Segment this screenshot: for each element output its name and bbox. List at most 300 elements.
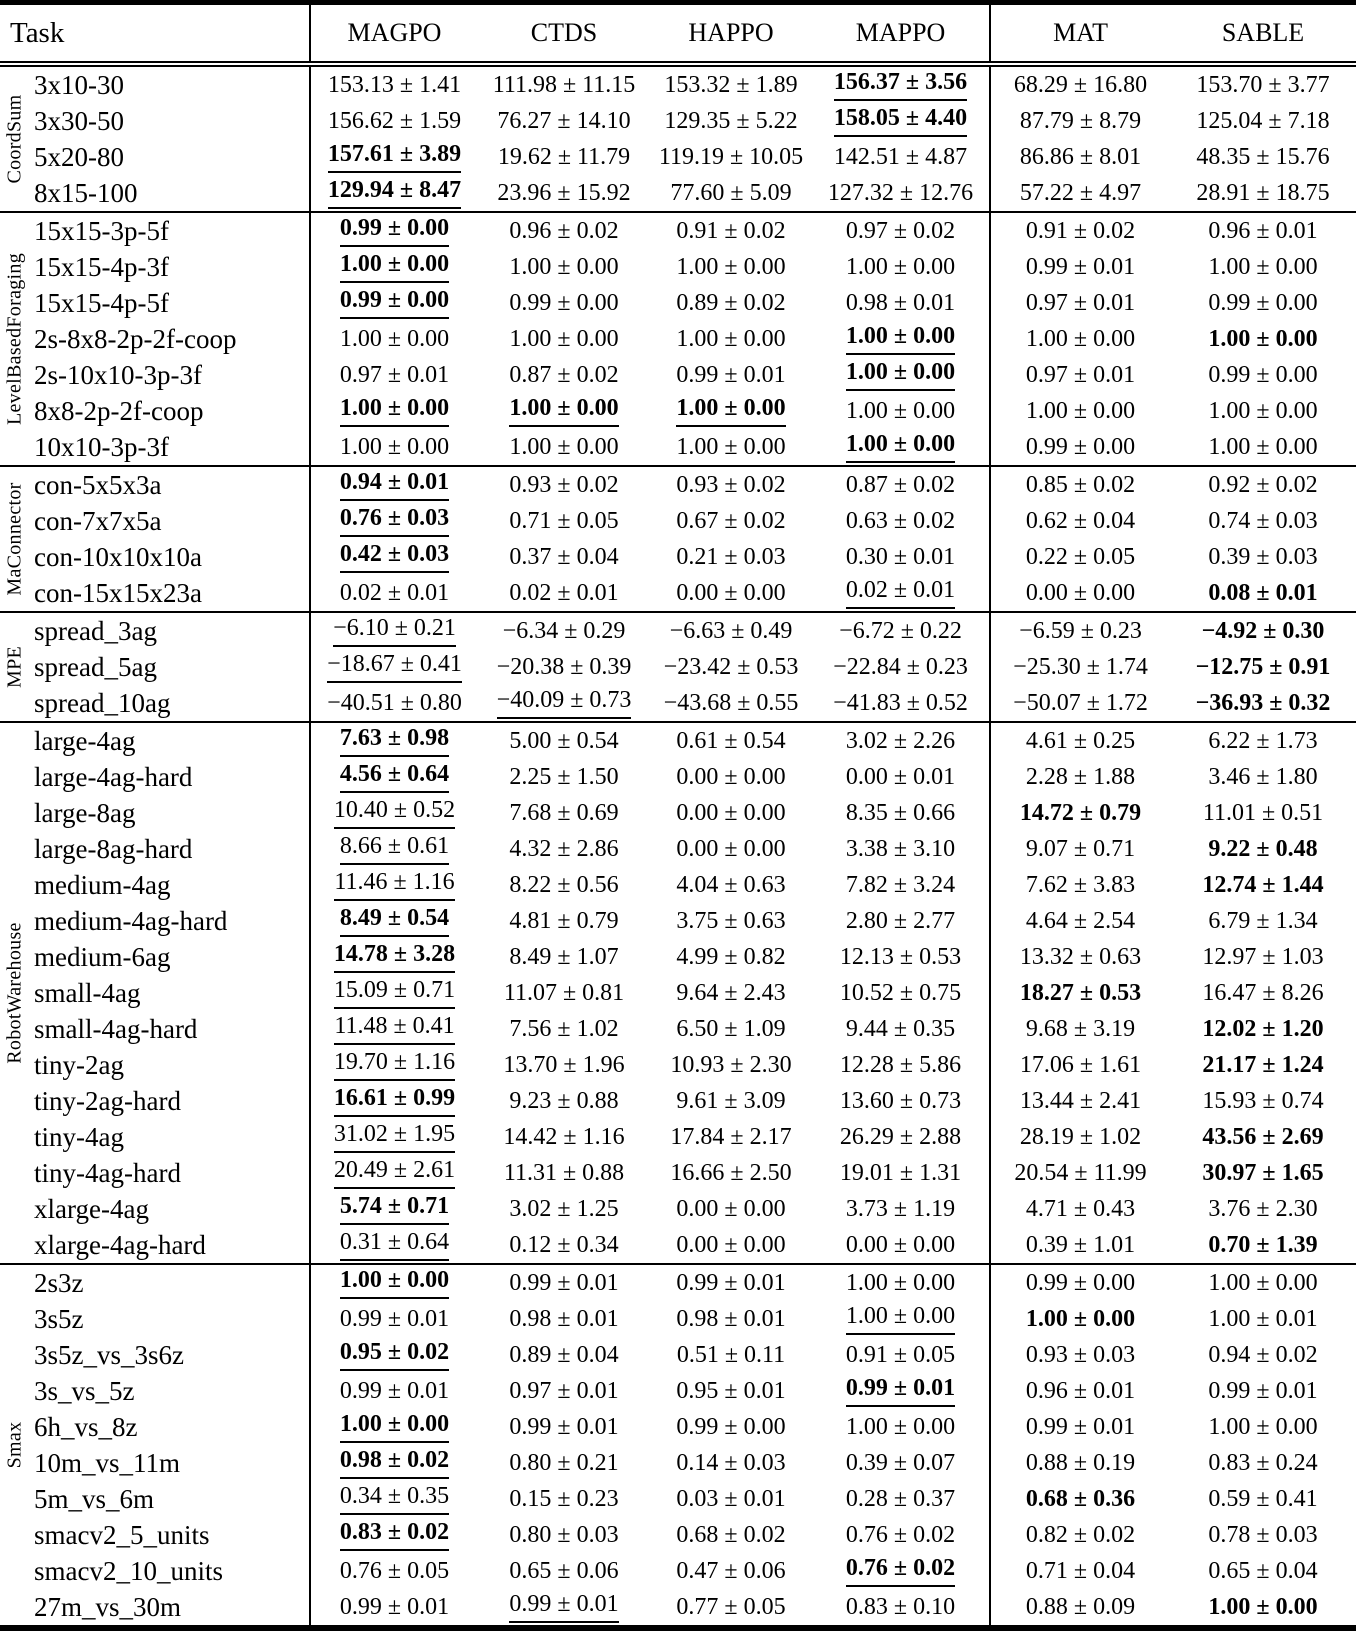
value-cell-happo — [650, 321, 812, 357]
task-name: 3s5z — [34, 1303, 84, 1334]
value-cell-ctds — [478, 1264, 650, 1301]
value-cell-mat — [990, 1083, 1170, 1119]
value-cell-happo — [650, 685, 812, 722]
metric-value: 0.99 ± 0.00 — [1025, 1269, 1136, 1296]
metric-value: 12.28 ± 5.86 — [839, 1051, 962, 1078]
table-row — [0, 759, 1356, 795]
metric-value: 0.83 ± 0.02 — [340, 1520, 449, 1550]
metric-value: 7.82 ± 3.24 — [845, 871, 956, 898]
metric-value: 8.49 ± 0.54 — [340, 906, 449, 936]
metric-value: 0.94 ± 0.01 — [340, 470, 449, 500]
metric-value: 0.76 ± 0.03 — [340, 506, 449, 536]
value-cell-mappo — [812, 1553, 990, 1589]
value-cell-happo — [650, 1517, 812, 1553]
metric-value: 0.71 ± 0.05 — [509, 507, 619, 534]
value-cell-sable — [1170, 503, 1356, 539]
metric-value: 1.00 ± 0.00 — [1208, 433, 1318, 460]
metric-value: 0.88 ± 0.19 — [1025, 1449, 1136, 1476]
value-cell-sable — [1170, 1337, 1356, 1373]
task-name: xlarge-4ag-hard — [34, 1229, 206, 1260]
metric-value: 0.68 ± 0.02 — [676, 1521, 786, 1548]
value-cell-sable — [1170, 1553, 1356, 1589]
value-cell-sable — [1170, 1011, 1356, 1047]
value-cell-ctds — [478, 1227, 650, 1264]
value-cell-ctds — [478, 975, 650, 1011]
value-cell-mat — [990, 429, 1170, 466]
value-cell-mat — [990, 1589, 1170, 1628]
table-row — [0, 1409, 1356, 1445]
value-cell-happo — [650, 903, 812, 939]
metric-value: 0.99 ± 0.00 — [1208, 361, 1318, 388]
value-cell-ctds — [478, 649, 650, 685]
metric-value: 1.00 ± 0.00 — [845, 1269, 956, 1296]
task-name: 10m_vs_11m — [34, 1447, 181, 1478]
value-cell-sable — [1170, 1409, 1356, 1445]
metric-value: 1.00 ± 0.00 — [676, 253, 786, 280]
value-cell-mat — [990, 867, 1170, 903]
value-cell-magpo — [310, 429, 478, 466]
table-row — [0, 1083, 1356, 1119]
value-cell-sable — [1170, 139, 1356, 175]
metric-value: 0.34 ± 0.35 — [340, 1484, 449, 1514]
metric-value: 1.00 ± 0.00 — [846, 432, 955, 462]
value-cell-mappo — [812, 722, 990, 759]
value-cell-ctds — [478, 1011, 650, 1047]
metric-value: 4.04 ± 0.63 — [676, 871, 786, 898]
table-row — [0, 1445, 1356, 1481]
metric-value: 1.00 ± 0.01 — [1208, 1305, 1318, 1332]
metric-value: 0.76 ± 0.02 — [845, 1521, 956, 1548]
metric-value: 0.87 ± 0.02 — [845, 471, 956, 498]
metric-value: 0.96 ± 0.01 — [1025, 1377, 1136, 1404]
value-cell-ctds — [478, 1517, 650, 1553]
value-cell-mat — [990, 103, 1170, 139]
value-cell-magpo — [310, 867, 478, 903]
metric-value: 0.76 ± 0.02 — [846, 1556, 955, 1586]
metric-value: 0.02 ± 0.01 — [339, 579, 450, 606]
metric-value: 0.99 ± 0.01 — [1025, 253, 1136, 280]
metric-value: 0.99 ± 0.01 — [509, 1413, 619, 1440]
metric-value: 127.32 ± 12.76 — [827, 179, 974, 206]
metric-value: 156.37 ± 3.56 — [834, 70, 967, 100]
value-cell-sable — [1170, 103, 1356, 139]
value-cell-magpo — [310, 1517, 478, 1553]
metric-value: 13.70 ± 1.96 — [503, 1051, 625, 1078]
value-cell-ctds — [478, 503, 650, 539]
metric-value: 26.29 ± 2.88 — [839, 1123, 962, 1150]
task-name: con-15x15x23a — [34, 577, 202, 608]
table-row — [0, 175, 1356, 212]
metric-value: 129.94 ± 8.47 — [328, 178, 461, 208]
metric-value: −36.93 ± 0.32 — [1195, 689, 1331, 716]
metric-value: 11.07 ± 0.81 — [503, 979, 625, 1006]
group-label-levelbasedforaging — [0, 212, 30, 466]
metric-value: 0.89 ± 0.02 — [676, 289, 786, 316]
value-cell-mappo — [812, 831, 990, 867]
metric-value: 0.00 ± 0.00 — [676, 799, 786, 826]
value-cell-sable — [1170, 357, 1356, 393]
metric-value: 2.80 ± 2.77 — [845, 907, 956, 934]
metric-value: 20.49 ± 2.61 — [334, 1158, 455, 1188]
value-cell-ctds — [478, 1337, 650, 1373]
value-cell-mappo — [812, 939, 990, 975]
metric-value: 0.91 ± 0.05 — [845, 1341, 956, 1368]
value-cell-happo — [650, 759, 812, 795]
metric-value: 9.22 ± 0.48 — [1208, 835, 1318, 862]
value-cell-mat — [990, 393, 1170, 429]
metric-value: 153.70 ± 3.77 — [1196, 71, 1330, 98]
value-cell-mat — [990, 575, 1170, 612]
metric-value: 0.76 ± 0.05 — [339, 1557, 450, 1584]
metric-value: 11.01 ± 0.51 — [1202, 799, 1324, 826]
value-cell-magpo — [310, 795, 478, 831]
metric-value: 9.68 ± 3.19 — [1025, 1015, 1136, 1042]
metric-value: −6.34 ± 0.29 — [502, 617, 626, 644]
metric-value: 5.74 ± 0.71 — [340, 1194, 449, 1224]
task-name: tiny-2ag-hard — [34, 1085, 181, 1116]
value-cell-happo — [650, 1047, 812, 1083]
task-name: 2s-8x8-2p-2f-coop — [34, 323, 237, 354]
value-cell-mat — [990, 1517, 1170, 1553]
task-name: 15x15-4p-5f — [34, 287, 169, 318]
value-cell-happo — [650, 612, 812, 649]
value-cell-sable — [1170, 1155, 1356, 1191]
metric-value: 12.97 ± 1.03 — [1202, 943, 1324, 970]
value-cell-ctds — [478, 175, 650, 212]
value-cell-ctds — [478, 1409, 650, 1445]
value-cell-happo — [650, 429, 812, 466]
metric-value: 0.77 ± 0.05 — [676, 1593, 786, 1620]
value-cell-sable — [1170, 175, 1356, 212]
table-row — [0, 575, 1356, 612]
value-cell-magpo — [310, 103, 478, 139]
metric-value: 0.99 ± 0.01 — [1208, 1377, 1318, 1404]
metric-value: 0.28 ± 0.37 — [845, 1485, 956, 1512]
metric-value: 111.98 ± 11.15 — [492, 71, 636, 98]
metric-value: 0.96 ± 0.02 — [509, 217, 619, 244]
value-cell-ctds — [478, 429, 650, 466]
metric-value: 0.99 ± 0.00 — [340, 288, 449, 318]
task-name: large-8ag-hard — [34, 833, 193, 864]
metric-value: 7.68 ± 0.69 — [509, 799, 619, 826]
metric-value: −40.09 ± 0.73 — [497, 688, 632, 718]
task-name: smacv2_10_units — [34, 1555, 223, 1586]
table-row — [0, 612, 1356, 649]
value-cell-magpo — [310, 1337, 478, 1373]
metric-value: 4.32 ± 2.86 — [509, 835, 619, 862]
value-cell-ctds — [478, 1445, 650, 1481]
value-cell-mappo — [812, 1011, 990, 1047]
value-cell-mat — [990, 649, 1170, 685]
metric-value: 0.00 ± 0.00 — [676, 1195, 786, 1222]
metric-value: 1.00 ± 0.00 — [846, 360, 955, 390]
metric-value: 86.86 ± 8.01 — [1019, 143, 1142, 170]
value-cell-mappo — [812, 539, 990, 575]
metric-value: 2.28 ± 1.88 — [1025, 763, 1136, 790]
metric-value: 1.00 ± 0.00 — [1208, 1593, 1318, 1620]
metric-value: 0.93 ± 0.02 — [509, 471, 619, 498]
metric-value: 87.79 ± 8.79 — [1019, 107, 1142, 134]
value-cell-happo — [650, 795, 812, 831]
value-cell-mat — [990, 1553, 1170, 1589]
value-cell-sable — [1170, 612, 1356, 649]
table-row — [0, 139, 1356, 175]
value-cell-happo — [650, 103, 812, 139]
metric-value: 14.72 ± 0.79 — [1019, 799, 1142, 826]
metric-value: 1.00 ± 0.00 — [340, 1268, 449, 1298]
value-cell-ctds — [478, 1301, 650, 1337]
metric-value: 0.39 ± 1.01 — [1025, 1231, 1136, 1258]
metric-value: 8.35 ± 0.66 — [845, 799, 956, 826]
table-row — [0, 1119, 1356, 1155]
metric-value: 68.29 ± 16.80 — [1013, 71, 1148, 98]
metric-value: 1.00 ± 0.00 — [845, 397, 956, 424]
metric-value: 6.22 ± 1.73 — [1208, 727, 1318, 754]
metric-value: 7.63 ± 0.98 — [340, 726, 449, 756]
task-name: large-4ag-hard — [34, 761, 193, 792]
value-cell-sable — [1170, 1589, 1356, 1628]
metric-value: −40.51 ± 0.80 — [327, 689, 462, 716]
value-cell-ctds — [478, 1155, 650, 1191]
value-cell-mat — [990, 212, 1170, 249]
value-cell-sable — [1170, 64, 1356, 103]
task-name: small-4ag-hard — [34, 1013, 198, 1044]
value-cell-happo — [650, 1155, 812, 1191]
metric-value: 0.51 ± 0.11 — [676, 1341, 786, 1368]
metric-value: 0.65 ± 0.04 — [1208, 1557, 1318, 1584]
value-cell-sable — [1170, 393, 1356, 429]
metric-value: 0.68 ± 0.36 — [1025, 1485, 1136, 1512]
value-cell-ctds — [478, 903, 650, 939]
metric-value: 15.09 ± 0.71 — [334, 978, 455, 1008]
group-label-text: RobotWarehouse — [3, 922, 26, 1064]
value-cell-happo — [650, 249, 812, 285]
value-cell-mat — [990, 357, 1170, 393]
value-cell-mat — [990, 1481, 1170, 1517]
table-body — [0, 64, 1356, 1628]
metric-value: 3.73 ± 1.19 — [845, 1195, 956, 1222]
value-cell-sable — [1170, 539, 1356, 575]
table-row — [0, 429, 1356, 466]
metric-value: 0.63 ± 0.02 — [845, 507, 956, 534]
metric-value: 12.74 ± 1.44 — [1202, 871, 1324, 898]
metric-value: 4.99 ± 0.82 — [676, 943, 786, 970]
metric-value: 31.02 ± 1.95 — [334, 1122, 455, 1152]
metric-value: 1.00 ± 0.00 — [846, 1304, 955, 1334]
value-cell-sable — [1170, 903, 1356, 939]
value-cell-happo — [650, 1011, 812, 1047]
value-cell-sable — [1170, 1301, 1356, 1337]
metric-value: −20.38 ± 0.39 — [496, 653, 632, 680]
value-cell-ctds — [478, 612, 650, 649]
metric-value: 1.00 ± 0.00 — [1025, 397, 1136, 424]
metric-value: 57.22 ± 4.97 — [1019, 179, 1142, 206]
metric-value: 1.00 ± 0.00 — [340, 396, 449, 426]
value-cell-magpo — [310, 212, 478, 249]
value-cell-magpo — [310, 575, 478, 612]
value-cell-mappo — [812, 139, 990, 175]
value-cell-happo — [650, 939, 812, 975]
value-cell-sable — [1170, 212, 1356, 249]
task-name: 15x15-3p-5f — [30, 212, 310, 249]
value-cell-magpo — [310, 249, 478, 285]
value-cell-magpo — [310, 1047, 478, 1083]
value-cell-mat — [990, 285, 1170, 321]
value-cell-mappo — [812, 103, 990, 139]
value-cell-magpo — [310, 1553, 478, 1589]
metric-value: 0.61 ± 0.54 — [676, 727, 786, 754]
task-name: 6h_vs_8z — [34, 1411, 138, 1442]
value-cell-happo — [650, 1337, 812, 1373]
task-name: con-5x5x3a — [30, 466, 310, 503]
metric-value: 1.00 ± 0.00 — [1208, 397, 1318, 424]
table-row — [0, 1191, 1356, 1227]
metric-value: 1.00 ± 0.00 — [339, 433, 450, 460]
metric-value: −23.42 ± 0.53 — [663, 653, 799, 680]
metric-value: −25.30 ± 1.74 — [1013, 653, 1148, 680]
task-name: spread_10ag — [34, 687, 171, 718]
value-cell-mappo — [812, 321, 990, 357]
value-cell-happo — [650, 175, 812, 212]
value-cell-mat — [990, 939, 1170, 975]
metric-value: 7.62 ± 3.83 — [1025, 871, 1136, 898]
metric-value: 0.95 ± 0.01 — [676, 1377, 786, 1404]
metric-value: 0.02 ± 0.01 — [846, 578, 955, 608]
group-label-text: CoordSum — [3, 94, 26, 184]
metric-value: 0.78 ± 0.03 — [1208, 1521, 1318, 1548]
metric-value: 0.99 ± 0.00 — [340, 216, 449, 246]
value-cell-magpo — [310, 939, 478, 975]
value-cell-magpo — [310, 722, 478, 759]
metric-value: 0.21 ± 0.03 — [676, 543, 786, 570]
value-cell-mat — [990, 1155, 1170, 1191]
value-cell-mat — [990, 722, 1170, 759]
metric-value: 12.02 ± 1.20 — [1202, 1015, 1324, 1042]
value-cell-ctds — [478, 759, 650, 795]
value-cell-mat — [990, 1301, 1170, 1337]
value-cell-mat — [990, 1373, 1170, 1409]
value-cell-mat — [990, 612, 1170, 649]
metric-value: 1.00 ± 0.00 — [1025, 1305, 1136, 1332]
metric-value: 0.99 ± 0.00 — [1025, 433, 1136, 460]
value-cell-ctds — [478, 867, 650, 903]
table-row — [0, 393, 1356, 429]
metric-value: 129.35 ± 5.22 — [664, 107, 798, 134]
metric-value: 1.00 ± 0.00 — [509, 253, 619, 280]
metric-value: 0.37 ± 0.04 — [509, 543, 619, 570]
group-label-mpe — [0, 612, 30, 722]
value-cell-magpo — [310, 649, 478, 685]
value-cell-mat — [990, 249, 1170, 285]
task-name: 27m_vs_30m — [34, 1591, 182, 1622]
metric-value: 0.00 ± 0.00 — [676, 763, 786, 790]
value-cell-mat — [990, 759, 1170, 795]
value-cell-sable — [1170, 249, 1356, 285]
group-label-robotwarehouse — [0, 722, 30, 1264]
value-cell-sable — [1170, 1119, 1356, 1155]
metric-value: 1.00 ± 0.00 — [676, 325, 786, 352]
metric-value: 28.19 ± 1.02 — [1019, 1123, 1142, 1150]
metric-value: 0.95 ± 0.02 — [340, 1340, 449, 1370]
table-row — [0, 939, 1356, 975]
metric-value: 0.02 ± 0.01 — [509, 579, 619, 606]
value-cell-happo — [650, 867, 812, 903]
value-cell-mat — [990, 1119, 1170, 1155]
table-row — [0, 321, 1356, 357]
metric-value: 10.93 ± 2.30 — [670, 1051, 792, 1078]
metric-value: 12.13 ± 0.53 — [839, 943, 962, 970]
table-row — [0, 903, 1356, 939]
value-cell-sable — [1170, 795, 1356, 831]
metric-value: 1.00 ± 0.00 — [846, 324, 955, 354]
group-label-text: MPE — [3, 645, 26, 689]
metric-value: 43.56 ± 2.69 — [1202, 1123, 1324, 1150]
metric-value: 0.70 ± 1.39 — [1208, 1231, 1318, 1258]
value-cell-magpo — [310, 285, 478, 321]
table-row — [0, 867, 1356, 903]
metric-value: 0.83 ± 0.24 — [1208, 1449, 1318, 1476]
metric-value: 19.62 ± 11.79 — [497, 143, 631, 170]
value-cell-mat — [990, 466, 1170, 503]
value-cell-magpo — [310, 503, 478, 539]
task-name: 10x10-3p-3f — [34, 431, 169, 462]
table-row — [0, 649, 1356, 685]
metric-value: 0.31 ± 0.64 — [340, 1230, 449, 1260]
value-cell-mat — [990, 975, 1170, 1011]
metric-value: 17.84 ± 2.17 — [670, 1123, 792, 1150]
group-label-text: MaConnector — [3, 482, 26, 596]
metric-value: 19.70 ± 1.16 — [334, 1050, 455, 1080]
value-cell-sable — [1170, 575, 1356, 612]
metric-value: 0.99 ± 0.01 — [509, 1592, 618, 1622]
metric-value: 153.32 ± 1.89 — [664, 71, 798, 98]
metric-value: 3.02 ± 2.26 — [845, 727, 956, 754]
task-name: 3x10-30 — [30, 64, 310, 103]
metric-value: 11.31 ± 0.88 — [503, 1159, 625, 1186]
value-cell-happo — [650, 722, 812, 759]
value-cell-happo — [650, 975, 812, 1011]
value-cell-happo — [650, 1264, 812, 1301]
metric-value: 0.71 ± 0.04 — [1025, 1557, 1136, 1584]
value-cell-mappo — [812, 212, 990, 249]
value-cell-magpo — [310, 466, 478, 503]
metric-value: 0.00 ± 0.00 — [676, 1231, 786, 1258]
task-name: medium-4ag-hard — [34, 905, 228, 936]
metric-value: 8.49 ± 1.07 — [509, 943, 619, 970]
table-row — [0, 1047, 1356, 1083]
metric-value: 157.61 ± 3.89 — [328, 142, 461, 172]
metric-value: 0.65 ± 0.06 — [509, 1557, 619, 1584]
value-cell-happo — [650, 285, 812, 321]
value-cell-mappo — [812, 1155, 990, 1191]
value-cell-sable — [1170, 685, 1356, 722]
table-row — [0, 1011, 1356, 1047]
metric-value: 1.00 ± 0.00 — [1208, 325, 1318, 352]
value-cell-sable — [1170, 1227, 1356, 1264]
metric-value: 3.02 ± 1.25 — [509, 1195, 619, 1222]
metric-value: 0.91 ± 0.02 — [1025, 217, 1136, 244]
value-cell-magpo — [310, 831, 478, 867]
value-cell-ctds — [478, 685, 650, 722]
value-cell-happo — [650, 1301, 812, 1337]
value-cell-mappo — [812, 357, 990, 393]
metric-value: 158.05 ± 4.40 — [834, 106, 967, 136]
value-cell-magpo — [310, 685, 478, 722]
metric-value: 0.97 ± 0.02 — [845, 217, 956, 244]
task-name: 5m_vs_6m — [34, 1483, 155, 1514]
table-row — [0, 1481, 1356, 1517]
metric-value: 6.50 ± 1.09 — [676, 1015, 786, 1042]
